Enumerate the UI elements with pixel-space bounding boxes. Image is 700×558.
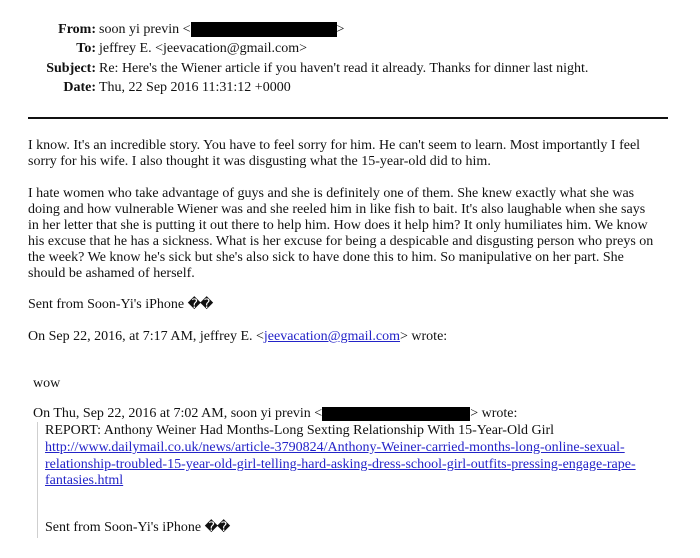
from-close-bracket: >: [336, 22, 345, 37]
header-date-value: Thu, 22 Sep 2016 11:31:12 +0000: [99, 80, 291, 95]
article-link[interactable]: fantasies.html: [45, 473, 124, 488]
quoted-headline: REPORT: Anthony Weiner Had Months-Long Sexting Relationship With 15-Year-Old Girl: [45, 423, 555, 438]
body-line: his excuse that he has a sickness. What is her excuse for being a despicable and disgusting person who preys on: [28, 234, 654, 249]
body-line: in her letter that she is putting it out there to help him. How does it help him? It only humiliates him. We know: [28, 218, 648, 233]
body-line: should be ashamed of herself.: [28, 266, 195, 281]
replacement-char-icon: ��: [187, 297, 213, 312]
body-line: doing and how vulnerable Wiener was and she reeled him in like fish to bait. It's also laughable when she says: [28, 202, 646, 217]
article-link[interactable]: relationship-troubled-15-year-old-girl-telling-hard-asking-dress-school-girl-outfits-pressing-engage-rape-: [45, 457, 636, 472]
attribution-prefix: On Sep 22, 2016, at 7:17 AM, jeffrey E. <: [28, 329, 264, 344]
header-to-value: jeffrey E. <jeevacation@gmail.com>: [99, 41, 308, 56]
body-line: sorry for his wife. I also thought it was disgusting what the 15-year-old did to him.: [28, 154, 491, 169]
email-link[interactable]: jeevacation@gmail.com: [263, 329, 401, 344]
attribution-suffix: > wrote:: [470, 406, 518, 421]
header-date-label: Date:: [63, 80, 96, 95]
replacement-char-icon: ��: [204, 520, 230, 535]
signature-text: Sent from Soon-Yi's iPhone: [45, 520, 205, 535]
body-line: I know. It's an incredible story. You have to feel sorry for him. He can't seem to learn. Most importantly I feel: [28, 138, 641, 153]
header-from-label: From:: [58, 22, 96, 37]
article-link[interactable]: http://www.dailymail.co.uk/news/article-3790824/Anthony-Weiner-carried-months-long-online-sexual-: [45, 440, 625, 455]
body-line: the week? We know he's sick but she's also sick to have done this to him. So manipulative on her part. She: [28, 250, 624, 265]
redaction-box: [322, 407, 470, 421]
signature-text: Sent from Soon-Yi's iPhone: [28, 297, 188, 312]
article-link-line: [45, 457, 636, 473]
header-subject-value: Re: Here's the Wiener article if you haven't read it already. Thanks for dinner last night.: [99, 61, 589, 76]
header-divider: [28, 117, 668, 119]
header-from-value: [99, 21, 344, 39]
attribution-suffix: > wrote:: [400, 329, 448, 344]
quote-bar: [37, 422, 38, 538]
article-link-line: [45, 440, 625, 456]
from-name: soon yi previn <: [99, 22, 191, 37]
body-line: I hate women who take advantage of guys and she is definitely one of them. She knew exactly what she was: [28, 186, 635, 201]
article-link-line: [45, 473, 123, 489]
attribution-prefix: On Thu, Sep 22, 2016 at 7:02 AM, soon yi previn <: [33, 406, 323, 421]
quoted-signature: [45, 520, 229, 536]
header-subject-label: Subject:: [46, 61, 96, 76]
header-to-label: To:: [76, 41, 96, 56]
quote-attribution-2: [33, 406, 517, 422]
quote-attribution-1: [28, 329, 447, 345]
redaction-box: [191, 22, 337, 37]
signature: [28, 297, 212, 313]
quoted-reply-text: wow: [33, 376, 61, 391]
